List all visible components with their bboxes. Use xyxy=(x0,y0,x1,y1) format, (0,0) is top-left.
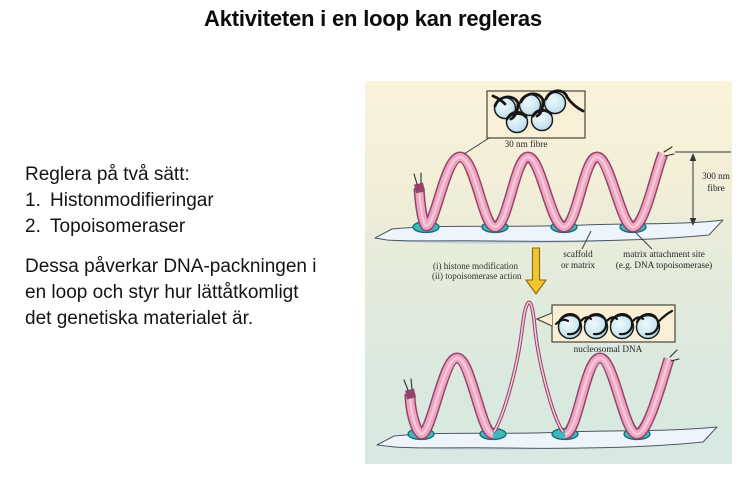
slide-title: Aktiviteten i en loop kan regleras xyxy=(204,6,542,31)
paragraph-line: Dessa påverkar DNA-packningen i xyxy=(25,256,317,277)
nucleosomal-dna-inset xyxy=(537,305,675,354)
label-matrix-attachment-site: matrix attachment site xyxy=(623,249,705,259)
list-item-topoisomerase xyxy=(25,214,360,240)
nucleosome-30nm-inset xyxy=(464,91,585,154)
label-30nm-fibre: 30 nm fibre xyxy=(504,139,548,149)
list-label: Topoisomeraser xyxy=(50,216,186,237)
label-scaffold: scaffold xyxy=(563,249,593,259)
top-loop-drawing xyxy=(375,147,723,242)
fibre-frayed-end xyxy=(670,350,679,361)
paragraph-line: det genetiska materialet är. xyxy=(25,308,254,329)
intro-line: Reglera på två sätt: xyxy=(25,164,190,185)
fibre-frayed-end xyxy=(414,173,421,184)
fibre-end-cap xyxy=(406,393,415,395)
inset-pointer-tail xyxy=(537,313,552,326)
label-or-matrix: or matrix xyxy=(561,260,595,270)
chromatin-fibre-loops xyxy=(414,147,674,227)
list-number: 2. xyxy=(25,216,41,237)
label-histone-modification: (i) histone modification xyxy=(433,261,518,271)
label-300nm-fibre: fibre xyxy=(707,183,725,193)
label-topoisomerase-action: (ii) topoisomerase action xyxy=(432,271,522,281)
fibre-300nm-bracket xyxy=(675,152,731,226)
down-arrow xyxy=(526,248,546,294)
fibre-frayed-end xyxy=(404,379,412,390)
explanation-paragraph xyxy=(25,254,360,332)
fibre-frayed-end xyxy=(664,147,674,156)
label-dna-topoisomerase: (e.g. DNA topoisomerase) xyxy=(615,260,713,270)
list-label: Histonmodifieringar xyxy=(50,190,214,211)
label-300nm: 300 nm xyxy=(702,171,730,181)
list-number: 1. xyxy=(25,190,41,211)
paragraph-line: en loop och styr hur lättåtkomligt xyxy=(25,282,299,303)
inset-pointer-line xyxy=(464,138,489,154)
figure-svg xyxy=(365,81,732,464)
chromatin-loop-figure xyxy=(365,81,732,464)
list-item-histone xyxy=(25,188,360,214)
arrow-head-up xyxy=(690,153,697,161)
regulation-text-block xyxy=(25,162,360,332)
fibre-end-cap xyxy=(415,187,424,189)
action-annotation xyxy=(432,248,546,294)
label-nucleosomal-dna: nucleosomal DNA xyxy=(573,344,643,354)
